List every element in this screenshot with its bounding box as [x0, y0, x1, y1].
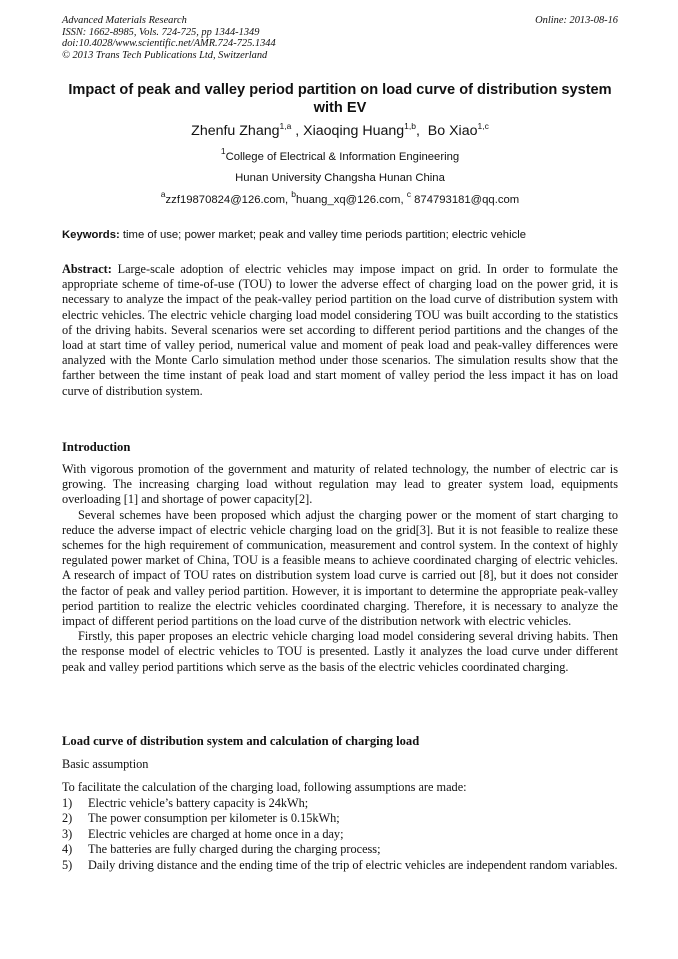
- author-name: Zhenfu Zhang: [191, 123, 280, 139]
- list-text: Electric vehicles are charged at home once in a day;: [88, 826, 344, 841]
- email-sup: c: [406, 189, 411, 199]
- assumption-list: [62, 796, 618, 873]
- author-list: Zhenfu Zhang$^{1,a}$ , Xiaoqing Huang$^{1,b}$, Bo Xiao$^{1,c}$: [191, 121, 489, 139]
- list-number: 1): [62, 796, 73, 810]
- assumptions-intro: To facilitate the calculation of the charging load, following assumptions are made:: [62, 780, 467, 794]
- affiliation-address: Hunan University Changsha Hunan China: [235, 172, 445, 184]
- subsection-heading: Basic assumption: [62, 757, 149, 771]
- affiliation-line: [62, 146, 618, 164]
- affiliation-sup: 1: [220, 146, 226, 156]
- email-c[interactable]: 874793181@qq.com: [414, 194, 520, 206]
- keywords-label: Keywords:: [62, 229, 120, 241]
- author-name: Xiaoqing Huang: [303, 123, 405, 139]
- paragraph: Firstly, this paper proposes an electric vehicle charging load model considering several driving habits. Then the response model of electric vehicles to TOU is presented. Lastly it analyzes the load curve under different peak and valley period partitions which serve as the basis of the electric vehicles coordinated charging.: [62, 629, 618, 674]
- author-sup: 1,b: [404, 121, 416, 131]
- email-a[interactable]: zzf19870824@126.com,: [165, 194, 289, 206]
- email-sup: b: [291, 189, 297, 199]
- journal-header: [62, 15, 618, 61]
- section-heading-load-curve: Load curve of distribution system and calculation of charging load: [62, 734, 420, 748]
- affiliation-college: College of Electrical & Information Engineering: [225, 151, 460, 163]
- list-item: [62, 858, 618, 873]
- email-line: [62, 189, 618, 207]
- paragraph: Several schemes have been proposed which adjust the charging power or the moment of start charging to reduce the adverse impact of electric vehicle charging load on the grid[3]. But it is not feasible to realize these schemes for the high requirement of communication, measurement and control system. In the context of highly regulated power market of China, TOU is a feasible means to achieve coordinated charging of electric vehicles. A research of impact of TOU rates on distribution system load curve is carried out [8], but it does not consider the factor of peak and valley period partition. However, it is important to determine the appropriate peak-valley period partition to realize the electric vehicles coordinated charging. Therefore, it is necessary to analyze the impact of different period partitions on the load curve of the distribution network with electric vehicles.: [62, 507, 618, 629]
- list-text: The power consumption per kilometer is 0.15kWh;: [88, 811, 340, 826]
- author-name: Bo Xiao: [427, 123, 478, 139]
- list-number: 3): [62, 826, 73, 841]
- author-sup: 1,c: [477, 121, 489, 131]
- email-b[interactable]: huang_xq@126.com,: [296, 194, 404, 206]
- list-item: [62, 796, 618, 811]
- introduction-body: [62, 462, 618, 675]
- author-sup: 1,a: [279, 121, 292, 131]
- list-item: [62, 811, 618, 826]
- list-number: 2): [62, 811, 73, 826]
- list-item: [62, 827, 618, 842]
- list-text: Daily driving distance and the ending time of the trip of electric vehicles are independent random variables.: [88, 857, 618, 872]
- journal-name: Advanced Materials Research: [62, 15, 187, 26]
- keywords: [62, 228, 618, 242]
- list-text: The batteries are fully charged during the charging process;: [88, 842, 381, 857]
- online-date: Online: 2013-08-16: [535, 15, 618, 26]
- abstract-label: Abstract:: [62, 262, 112, 276]
- section-heading-introduction: Introduction: [62, 440, 131, 454]
- issn-line: ISSN: 1662-8985, Vols. 724-725, pp 1344-1349: [62, 26, 260, 38]
- list-number: 5): [62, 857, 73, 872]
- doi-line: doi:10.4028/www.scientific.net/AMR.724-725.1344: [62, 38, 276, 49]
- list-item: [62, 842, 618, 857]
- list-text: Electric vehicle’s battery capacity is 24kWh;: [88, 796, 309, 810]
- abstract: [62, 262, 618, 399]
- keywords-text: time of use; power market; peak and valley time periods partition; electric vehicle: [122, 229, 527, 241]
- list-number: 4): [62, 842, 73, 857]
- paper-title: Impact of peak and valley period partition on load curve of distribution system with EV: [68, 82, 612, 116]
- copyright-line: © 2013 Trans Tech Publications Ltd, Switzerland: [62, 49, 268, 61]
- email-sup: a: [160, 189, 166, 199]
- paragraph: With vigorous promotion of the government and maturity of related technology, the number of electric car is growing. The increasing charging load without regulation may lead to greater system load, equipments overloading [1] and shortage of power capacity[2].: [62, 462, 618, 507]
- abstract-text: Large-scale adoption of electric vehicles may impose impact on grid. In order to formulate the appropriate scheme of time-of-use (TOU) to lower the adverse effect of charging load on the power grid, it is necessary to analyze the impact of the peak-valley period partition on the load curve of distribution system with electric vehicles. The electric vehicle charging load model considering TOU was built according to the statistics of the driving habits. Several scenarios were set according to different period partitions and the changes of the load at start time of valley period, numerical value and moment of peak load and peak-valley differences were analyzed with the Monte Carlo simulation method under those scenarios. The simulation results show that the farther between the time instant of peak load and start moment of valley period the less impact it has on load curve of distribution system.: [62, 262, 619, 398]
